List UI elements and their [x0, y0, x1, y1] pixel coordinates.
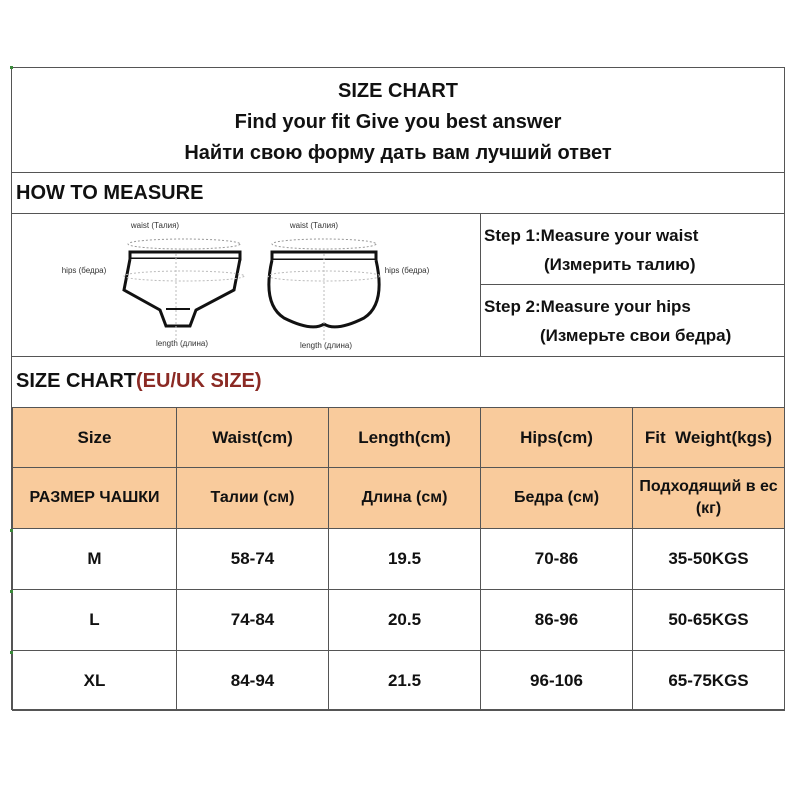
- hips-label: hips (бедра): [61, 266, 107, 275]
- table-cell: M: [13, 529, 177, 590]
- table-header-cell: Hips(cm): [481, 408, 633, 468]
- step1-text: Step 1:Measure your waist: [484, 226, 699, 245]
- table-cell: 20.5: [329, 590, 481, 651]
- table-header-cell: РАЗМЕР ЧАШКИ: [13, 468, 177, 529]
- step1-text-ru: (Измерить талию): [544, 255, 696, 274]
- table-cell: 84-94: [177, 651, 329, 711]
- table-cell: 70-86: [481, 529, 633, 590]
- table-row: [13, 590, 785, 651]
- divider: [480, 284, 784, 285]
- length-label: length (длина): [299, 341, 353, 350]
- brief-diagram-left: [62, 221, 244, 348]
- divider: [12, 356, 784, 357]
- length-label: length (длина): [155, 339, 209, 348]
- hips-label: hips (бедра): [384, 266, 430, 275]
- table-cell: 74-84: [177, 590, 329, 651]
- table-cell: 35-50KGS: [633, 529, 785, 590]
- corner-mark: [10, 66, 13, 69]
- table-header-cell: Length(cm): [329, 408, 481, 468]
- waist-label: waist (Талия): [289, 221, 339, 230]
- brief-diagram-right: [268, 221, 430, 350]
- table-cell: L: [13, 590, 177, 651]
- chart-subtitle-ru: Найти свою форму дать вам лучший ответ: [184, 142, 612, 164]
- divider: [12, 172, 784, 173]
- table-header-cell: Waist(cm): [177, 408, 329, 468]
- corner-mark: [10, 651, 13, 654]
- table-header-cell: Fit Weight(kgs): [633, 408, 785, 468]
- table-cell: 21.5: [329, 651, 481, 711]
- corner-mark: [10, 529, 13, 532]
- table-header-cell: Бедра (см): [481, 468, 633, 529]
- table-cell: 58-74: [177, 529, 329, 590]
- corner-mark: [10, 590, 13, 593]
- size-chart-heading-suffix: (EU/UK SIZE): [136, 370, 262, 392]
- how-to-measure-heading: HOW TO MEASURE: [16, 182, 204, 204]
- table-header-row: [13, 408, 785, 468]
- table-cell: 86-96: [481, 590, 633, 651]
- size-chart-heading-prefix: SIZE CHART: [16, 370, 136, 392]
- table-cell: 96-106: [481, 651, 633, 711]
- table-cell: 65-75KGS: [633, 651, 785, 711]
- table-cell: XL: [13, 651, 177, 711]
- table-header-row-ru: [13, 468, 785, 529]
- table-row: [13, 529, 785, 590]
- chart-subtitle-en: Find your fit Give you best answer: [234, 111, 562, 133]
- waist-label: waist (Талия): [130, 221, 180, 230]
- table-cell: 19.5: [329, 529, 481, 590]
- table-header-cell: Size: [13, 408, 177, 468]
- table-header-cell: Длина (см): [329, 468, 481, 529]
- chart-title: SIZE CHART: [338, 80, 458, 102]
- table-row: [13, 651, 785, 711]
- table-header-cell: Подходящий в ес (кг): [633, 468, 785, 529]
- size-table: [12, 407, 785, 711]
- measure-diagram: [12, 214, 480, 356]
- step2-text-ru: (Измерьте свои бедра): [540, 326, 732, 345]
- step2-text: Step 2:Measure your hips: [484, 297, 691, 316]
- table-header-cell: Талии (см): [177, 468, 329, 529]
- size-chart-frame: [11, 67, 785, 710]
- size-chart-heading: [16, 370, 262, 393]
- table-cell: 50-65KGS: [633, 590, 785, 651]
